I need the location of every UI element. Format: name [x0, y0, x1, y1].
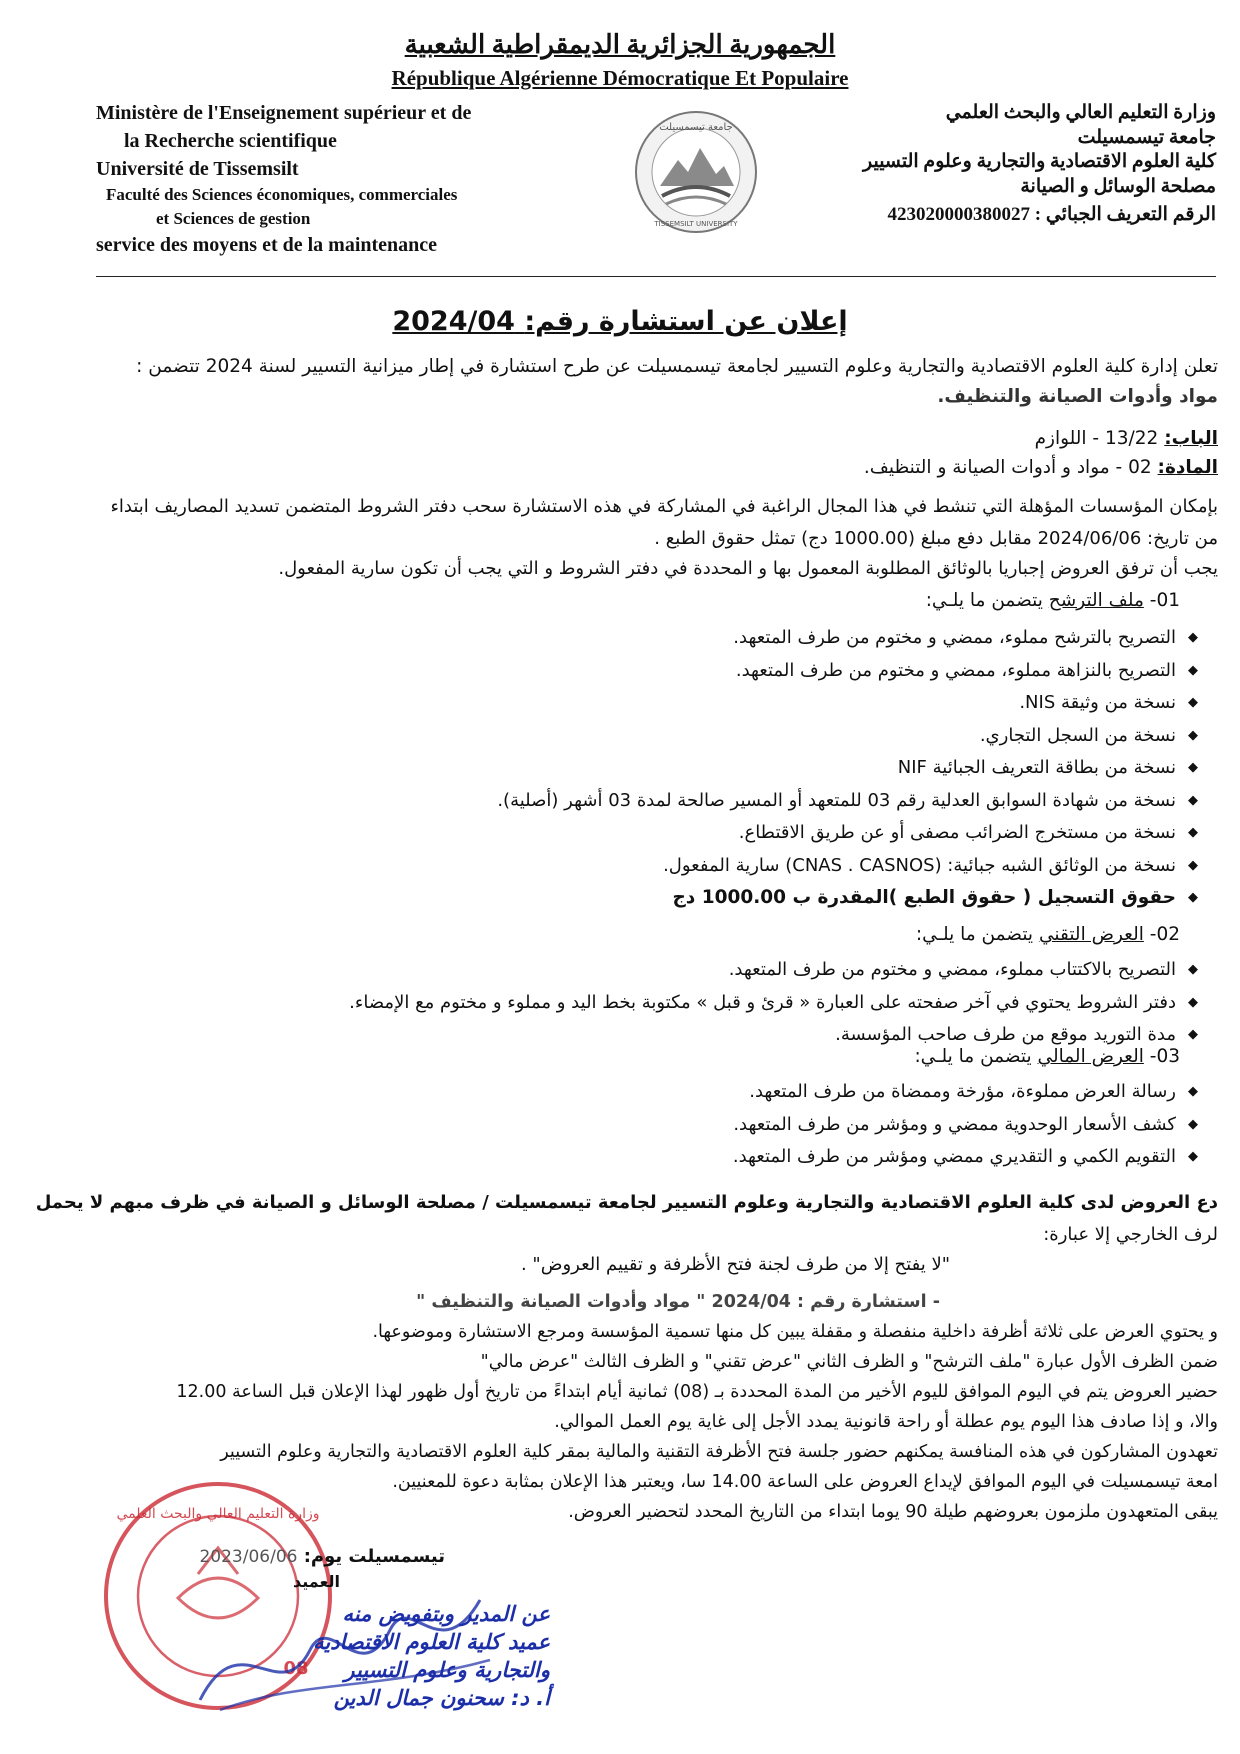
section-3-heading [914, 1046, 1180, 1067]
opening-line-1: تعهدون المشاركون في هذه المنافسة يمكنهم حضور جلسة فتح الأظرفة التقنية والمالية بمقر كلية العلوم الاقتصادية والتجارية وعلوم التسيير [220, 1442, 1218, 1462]
deposit-reference: - استشارة رقم : 2024/04 " مواد وأدوات الصيانة والتنظيف " [416, 1292, 940, 1312]
sign-date: 2023/06/06 [199, 1547, 298, 1567]
paragraph-2: يجب أن ترفق العروض إجباريا بالوثائق المطلوبة المعمول بها و المحددة في دفتر الشروط و التي يجب أن تكون سارية المفعول. [278, 558, 1218, 579]
fr-ministry-line1: Ministère de l'Enseignement supérieur et de [96, 102, 472, 124]
p1-date: 2024/06/06 [1037, 528, 1142, 549]
validity-line: يبقى المتعهدون ملزمون بعروضهم طيلة 90 يوما ابتداء من التاريخ المحدد لتحضير العروض. [568, 1502, 1218, 1522]
header-divider [96, 276, 1216, 277]
section-3-number: 03- [1149, 1046, 1180, 1067]
dean-short-label: العميد [292, 1572, 340, 1591]
fiscal-id-label: الرقم التعريف الجبائي : [1034, 204, 1216, 225]
section-2-title: العرض التقني [1038, 924, 1144, 945]
header-arabic-block [776, 101, 1216, 228]
preparation-line-2: والا، و إذا صادف هذا اليوم يوم عطلة أو راحة قانونية يمدد الأجل إلى غاية يوم العمل الموالي. [554, 1412, 1218, 1432]
section-1-title: ملف الترشح [1048, 590, 1144, 611]
envelopes-line-1: و يحتوي العرض على ثلاثة أظرفة داخلية منفصلة و مقفلة يبين كل منها تسمية المؤسسة ومرجع الاستشارة وموضوعها. [372, 1322, 1218, 1342]
paragraph-1-line-1: بإمكان المؤسسات المؤهلة التي تنشط في هذا المجال الراغبة في المشاركة في هذه الاستشارة سحب دفتر الشروط المتضمن تسديد المصاريف ابتداء [110, 496, 1218, 517]
chapter-value: 13/22 - اللوازم [1034, 428, 1159, 449]
section-2-list [198, 954, 1198, 1052]
handwritten-signature [160, 1560, 520, 1730]
university-logo [632, 108, 760, 236]
p1-fee-text: مقابل دفع مبلغ (1000.00 دج) تمثل حقوق الطبع . [654, 528, 1032, 549]
envelopes-line-2: ضمن الظرف الأول عبارة "ملف الترشح" و الظرف الثاني "عرض تقني" و الظرف الثالث "عرض مالي" [480, 1352, 1218, 1372]
article-label: المادة: [1157, 457, 1218, 478]
fiscal-id-line [776, 203, 1216, 228]
list-item: ◆ نسخة من شهادة السوابق العدلية رقم 03 للمتعهد أو المسير صالحة لمدة 03 أشهر (أصلية). [198, 785, 1198, 818]
list-item: ◆ التقويم الكمي و التقديري ممضي ومؤشر من طرف المتعهد. [198, 1141, 1198, 1174]
list-item: ◆ نسخة من وثيقة NIS. [198, 687, 1198, 720]
logo-arabic-text: جامعة تيسمسيلت [659, 122, 733, 133]
announcement-title [0, 306, 1240, 337]
article-line [864, 457, 1218, 478]
ar-service: مصلحة الوسائل و الصيانة [1020, 175, 1216, 197]
list-item: ◆ التصريح بالاكتتاب مملوء، ممضي و مختوم من طرف المتعهد. [198, 954, 1198, 987]
deposit-line-2: لرف الخارجي إلا عبارة: [1043, 1224, 1218, 1245]
section-3-title: العرض المالي [1037, 1046, 1144, 1067]
signature-line-1: عن المدير وبتفويض منه [342, 1602, 550, 1626]
signature-line-2: عميد كلية العلوم الاقتصادية [313, 1630, 550, 1654]
section-1-heading [926, 590, 1180, 611]
p1-from-date-label: من تاريخ: [1147, 528, 1218, 549]
header-country-arabic: الجمهورية الجزائرية الديمقراطية الشعبية [404, 30, 836, 59]
list-item: ◆ التصريح بالنزاهة مملوء، ممضي و مختوم من طرف المتعهد. [198, 655, 1198, 688]
list-item: ◆ نسخة من مستخرج الضرائب مصفى أو عن طريق الاقتطاع. [198, 817, 1198, 850]
intro-line-2: مواد وأدوات الصيانة والتنظيف. [937, 386, 1218, 407]
deposit-quote: "لا يفتح إلا من طرف لجنة فتح الأظرفة و تقييم العروض" . [520, 1254, 950, 1275]
list-item: ◆ نسخة من بطاقة التعريف الجبائية NIF [198, 752, 1198, 785]
intro-line-1: تعلن إدارة كلية العلوم الاقتصادية والتجارية وعلوم التسيير لجامعة تيسمسيلت عن طرح استشارة في إطار ميزانية التسيير لسنة 2024 تتضمن : [136, 356, 1218, 377]
place-label: تيسمسيلت يوم: [303, 1546, 445, 1567]
fr-service: service des moyens et de la maintenance [96, 234, 438, 256]
list-item: ◆ التصريح بالترشح مملوء، ممضي و مختوم من طرف المتعهد. [198, 622, 1198, 655]
ar-ministry: وزارة التعليم العالي والبحث العلمي [945, 102, 1216, 123]
fr-university: Université de Tissemsilt [96, 158, 299, 180]
list-item: ◆ دفتر الشروط يحتوي في آخر صفحته على العبارة « قرئ و قبل » مكتوبة بخط اليد و مملوء و مختوم مع الإمضاء. [198, 987, 1198, 1020]
section-1-list [198, 622, 1198, 915]
chapter-line [1035, 428, 1218, 449]
title-prefix: إعلان عن استشارة رقم: [524, 306, 848, 337]
fiscal-id-number: 423020000380027 [887, 204, 1030, 225]
fr-faculty-line2: et Sciences de gestion [156, 209, 311, 228]
list-item: ◆ كشف الأسعار الوحدوية ممضي و ومؤشر من طرف المتعهد. [198, 1109, 1198, 1142]
section-3-list [198, 1076, 1198, 1174]
section-3-suffix: يتضمن ما يلـي: [914, 1046, 1032, 1067]
section-1-suffix: يتضمن ما يلـي: [925, 590, 1043, 611]
fr-faculty-line1: Faculté des Sciences économiques, commerciales [106, 185, 458, 204]
chapter-label: الباب: [1164, 428, 1218, 449]
list-item: ◆ رسالة العرض مملوءة، مؤرخة وممضاة من طرف المتعهد. [198, 1076, 1198, 1109]
section-2-number: 02- [1149, 924, 1180, 945]
header-french-block [96, 99, 616, 259]
section-2-heading [916, 924, 1180, 945]
list-item: ◆ نسخة من السجل التجاري. [198, 720, 1198, 753]
section-1-number: 01- [1149, 590, 1180, 611]
list-item: ◆ نسخة من الوثائق الشبه جبائية: (CNAS . CASNOS) سارية المفعول. [198, 850, 1198, 883]
logo-caption: TISSEMSILT UNIVERSITY [654, 220, 738, 228]
list-item: ◆ مدة التوريد موقع من طرف صاحب المؤسسة. [198, 1019, 1198, 1052]
deposit-line-1: دع العروض لدى كلية العلوم الاقتصادية والتجارية وعلوم التسيير لجامعة تيسمسيلت / مصلحة الوسائل و الصيانة في ظرف مبهم لا يحمل [35, 1192, 1218, 1213]
signature-line-4: أ. د: سحنون جمال الدين [333, 1686, 550, 1710]
preparation-line-1: حضير العروض يتم في اليوم الموافق لليوم الأخير من المدة المحددة بـ (08) ثمانية أيام ابتداءً من تاريخ أول ظهور لهذا الإعلان قبل الساعة 12.00 [176, 1382, 1218, 1402]
title-number: 2024/04 [392, 306, 515, 337]
ar-university: جامعة تيسمسيلت [1077, 126, 1216, 148]
article-value: 02 - مواد و أدوات الصيانة و التنظيف. [863, 457, 1152, 478]
fr-ministry-line2: la Recherche scientifique [124, 130, 337, 152]
opening-line-2: امعة تيسمسيلت في اليوم الموافق لإيداع العروض على الساعة 14.00 سا، ويعتبر هذا الإعلان بمثابة دعوة للمعنيين. [392, 1472, 1218, 1492]
list-item: ◆ حقوق التسجيل ( حقوق الطبع )المقدرة ب 1000.00 دج [198, 882, 1198, 915]
ar-faculty: كلية العلوم الاقتصادية والتجارية وعلوم التسيير [862, 151, 1216, 172]
header-country-french: République Algérienne Démocratique Et Populaire [391, 66, 849, 90]
stamp-number: 08 [283, 1658, 309, 1679]
signature-line-3: والتجارية وعلوم التسيير [344, 1658, 550, 1682]
section-2-suffix: يتضمن ما يلـي: [915, 924, 1034, 945]
stamp-text: وزارة التعليم العالي والبحث العلمي [116, 1506, 320, 1522]
paragraph-1-line-2 [654, 528, 1218, 549]
